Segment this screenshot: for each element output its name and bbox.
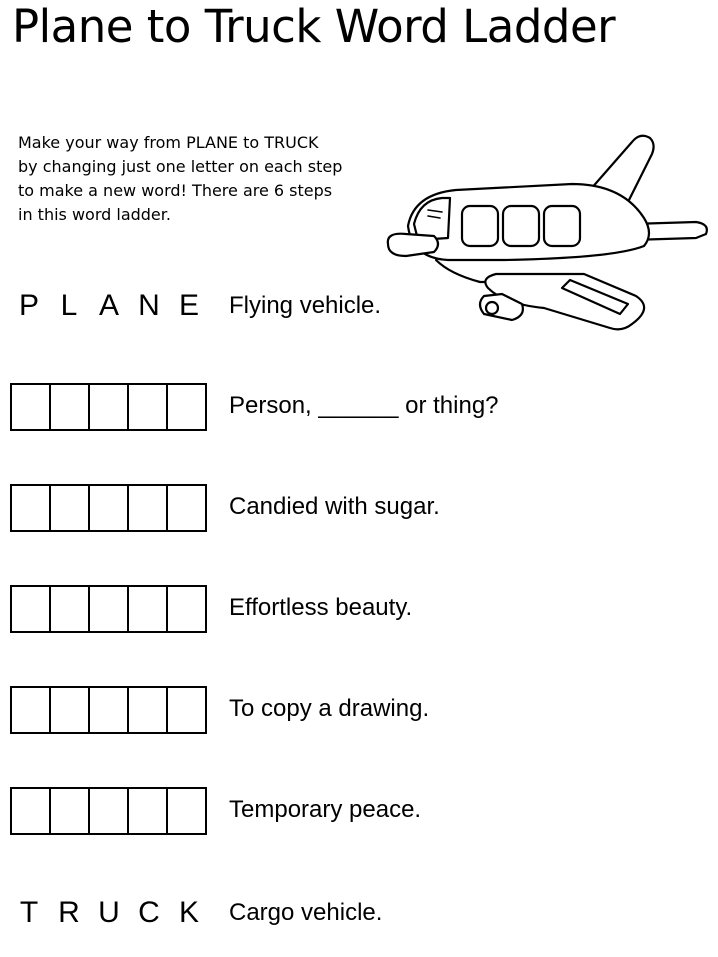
letter-box[interactable]	[127, 383, 168, 431]
step-clue: Candied with sugar.	[229, 493, 440, 520]
ladder-start-row	[0, 281, 718, 331]
end-letter: R	[58, 896, 80, 929]
letter-box[interactable]	[166, 484, 207, 532]
letter-box[interactable]	[166, 383, 207, 431]
letter-box[interactable]	[10, 383, 51, 431]
start-letter: L	[60, 289, 78, 322]
letter-box[interactable]	[127, 585, 168, 633]
ladder-step-row	[0, 684, 718, 734]
letter-boxes	[10, 585, 207, 633]
letter-box[interactable]	[49, 787, 90, 835]
letter-boxes	[10, 686, 207, 734]
instructions	[18, 131, 418, 227]
letter-boxes	[10, 484, 207, 532]
start-letter: A	[98, 289, 119, 322]
letter-box[interactable]	[88, 787, 129, 835]
letter-box[interactable]	[166, 585, 207, 633]
ladder-step-row	[0, 785, 718, 835]
letter-box[interactable]	[127, 686, 168, 734]
letter-box[interactable]	[49, 484, 90, 532]
end-letter: K	[178, 896, 199, 929]
ladder-step-row	[0, 482, 718, 532]
end-letter: C	[138, 896, 160, 929]
end-letter: T	[19, 896, 39, 929]
letter-box[interactable]	[127, 787, 168, 835]
letter-box[interactable]	[88, 585, 129, 633]
start-letter: N	[138, 289, 160, 322]
ladder-end-row	[0, 888, 718, 938]
end-word	[11, 888, 207, 938]
letter-boxes	[10, 383, 207, 431]
start-letter: E	[178, 289, 199, 322]
letter-box[interactable]	[88, 484, 129, 532]
instructions-line: to make a new word! There are 6 steps	[18, 181, 333, 200]
letter-box[interactable]	[10, 686, 51, 734]
letter-box[interactable]	[49, 686, 90, 734]
start-word	[11, 281, 207, 331]
letter-box[interactable]	[49, 585, 90, 633]
start-letter: P	[18, 289, 39, 322]
letter-box[interactable]	[10, 787, 51, 835]
letter-box[interactable]	[166, 686, 207, 734]
step-clue: Temporary peace.	[229, 796, 422, 823]
step-clue: Person, ______ or thing?	[229, 392, 499, 419]
start-clue: Flying vehicle.	[229, 292, 382, 319]
step-clue: To copy a drawing.	[229, 695, 430, 722]
end-clue: Cargo vehicle.	[229, 899, 383, 926]
page-title: Plane to Truck Word Ladder	[12, 0, 616, 53]
letter-box[interactable]	[88, 383, 129, 431]
letter-boxes	[10, 787, 207, 835]
letter-box[interactable]	[10, 585, 51, 633]
letter-box[interactable]	[49, 383, 90, 431]
step-clue: Effortless beauty.	[229, 594, 413, 621]
ladder-step-row	[0, 381, 718, 431]
letter-box[interactable]	[10, 484, 51, 532]
instructions-line: in this word ladder.	[18, 205, 171, 224]
instructions-line: by changing just one letter on each step	[18, 157, 343, 176]
instructions-line: Make your way from PLANE to TRUCK	[18, 133, 319, 152]
letter-box[interactable]	[166, 787, 207, 835]
end-letter: U	[98, 896, 120, 929]
letter-box[interactable]	[88, 686, 129, 734]
ladder-step-row	[0, 583, 718, 633]
letter-box[interactable]	[127, 484, 168, 532]
